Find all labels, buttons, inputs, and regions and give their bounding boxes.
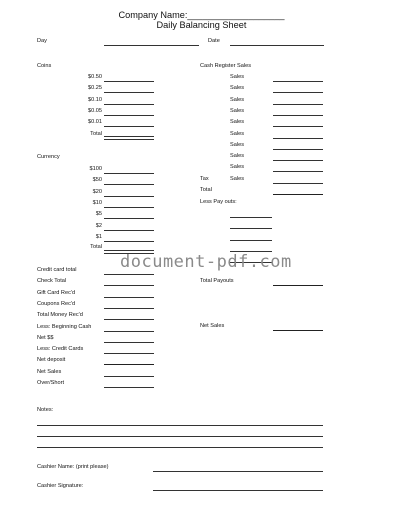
day-field[interactable] (104, 45, 199, 46)
summary-label: Less: Beginning Cash (37, 323, 92, 330)
register-sales-label: Sales (230, 130, 244, 137)
register-sales-label: Sales (230, 119, 244, 126)
cashier-name-field[interactable] (153, 471, 323, 472)
coin-amount-field[interactable] (104, 115, 154, 116)
cashier-signature-label: Cashier Signature: (37, 483, 84, 489)
notes-line-2[interactable] (37, 436, 323, 437)
register-sales-field[interactable] (273, 81, 323, 82)
payouts-label: Less Pay outs: (200, 199, 237, 205)
tax-field[interactable] (273, 183, 323, 184)
coin-denomination-label: $0.01 (88, 119, 102, 126)
register-sales-field[interactable] (273, 138, 323, 139)
summary-field[interactable] (104, 342, 154, 343)
sheet-title: Daily Balancing Sheet (156, 20, 247, 30)
coin-denomination-label: $0.10 (88, 96, 102, 103)
summary-field[interactable] (104, 285, 154, 286)
coin-denomination-label: $0.50 (88, 74, 102, 80)
summary-label: Net $$ (37, 334, 54, 341)
currency-heading: Currency (37, 154, 60, 160)
register-sales-field[interactable] (273, 115, 323, 116)
summary-field[interactable] (104, 331, 154, 332)
register-sales-label: Sales (230, 141, 244, 148)
register-sales-field[interactable] (273, 171, 323, 172)
day-label: Day (37, 38, 47, 44)
summary-field[interactable] (104, 353, 154, 354)
summary-label: Total Money Rec'd (37, 312, 83, 319)
currency-amount-field[interactable] (104, 196, 154, 197)
summary-label: Gift Card Rec'd (37, 289, 76, 296)
currency-denomination-label: $2 (95, 222, 102, 229)
summary-field[interactable] (104, 387, 154, 388)
coin-amount-field[interactable] (104, 104, 154, 105)
currency-amount-field[interactable] (104, 207, 154, 208)
summary-label: Credit card total (37, 267, 77, 273)
currency-denomination-label: $10 (92, 199, 102, 206)
cashier-name-label: Cashier Name: (print please) (37, 464, 109, 470)
payout-field[interactable] (230, 217, 272, 218)
summary-field[interactable] (104, 376, 154, 377)
coins-total-label: Total (90, 131, 102, 137)
register-sales-label: Sales (230, 153, 244, 160)
register-sales-field[interactable] (273, 149, 323, 150)
payout-field[interactable] (230, 228, 272, 229)
currency-denomination-label: $50 (92, 177, 102, 184)
currency-denomination-label: $5 (95, 211, 102, 218)
summary-label: Less: Credit Cards (37, 346, 84, 353)
net-sales-right-label: Net Sales (200, 323, 225, 329)
register-sales-label: Sales (230, 96, 244, 103)
currency-denomination-label: $100 (89, 166, 102, 172)
register-sales-label: Sales (230, 74, 244, 80)
coin-amount-field[interactable] (104, 126, 154, 127)
summary-field[interactable] (104, 308, 154, 309)
currency-amount-field[interactable] (104, 184, 154, 185)
summary-field[interactable] (104, 297, 154, 298)
watermark: document-pdf.com (120, 252, 292, 272)
currency-amount-field[interactable] (104, 241, 154, 242)
register-sales-field[interactable] (273, 126, 323, 127)
register-sales-field[interactable] (273, 104, 323, 105)
date-label: Date (208, 38, 220, 44)
total-payouts-label: Total Payouts (200, 278, 234, 284)
date-field[interactable] (230, 45, 324, 46)
notes-line-3[interactable] (37, 447, 323, 448)
cashier-signature-field[interactable] (153, 490, 323, 491)
register-total-label: Total (200, 187, 212, 193)
register-sales-field[interactable] (273, 92, 323, 93)
currency-denomination-label: $20 (92, 188, 102, 195)
coin-amount-field[interactable] (104, 92, 154, 93)
register-total-field[interactable] (273, 194, 323, 195)
payout-field[interactable] (230, 240, 272, 241)
summary-label: Check Total (37, 278, 67, 285)
currency-amount-field[interactable] (104, 230, 154, 231)
currency-amount-field[interactable] (104, 173, 154, 174)
coins-heading: Coins (37, 63, 52, 69)
register-sales-label: Sales (230, 164, 244, 171)
coin-denomination-label: $0.05 (88, 107, 102, 114)
register-sales-field[interactable] (273, 160, 323, 161)
currency-amount-field[interactable] (104, 218, 154, 219)
summary-label: Over/Short (37, 380, 65, 386)
register-sales-label: Sales (230, 85, 244, 92)
total-payouts-field[interactable] (273, 285, 323, 286)
register-heading: Cash Register Sales (200, 63, 251, 69)
summary-label: Net Sales (37, 368, 62, 375)
net-sales-right-field[interactable] (273, 330, 323, 331)
notes-label: Notes: (37, 407, 54, 413)
tax-label: Tax (200, 176, 209, 182)
summary-field[interactable] (104, 364, 154, 365)
summary-label: Net deposit (37, 357, 66, 364)
register-sales-label: Sales (230, 107, 244, 114)
coin-amount-field[interactable] (104, 81, 154, 82)
summary-label: Coupons Rec'd (37, 300, 76, 307)
summary-field[interactable] (104, 274, 154, 275)
company-name-label: Company Name:___________________ (118, 10, 285, 20)
currency-total-label: Total (90, 244, 102, 250)
currency-denomination-label: $1 (95, 233, 102, 240)
register-sales-label: Sales (230, 175, 244, 182)
coins-total-field[interactable] (104, 136, 154, 140)
summary-field[interactable] (104, 319, 154, 320)
coin-denomination-label: $0.25 (88, 85, 102, 92)
notes-line-1[interactable] (37, 425, 323, 426)
